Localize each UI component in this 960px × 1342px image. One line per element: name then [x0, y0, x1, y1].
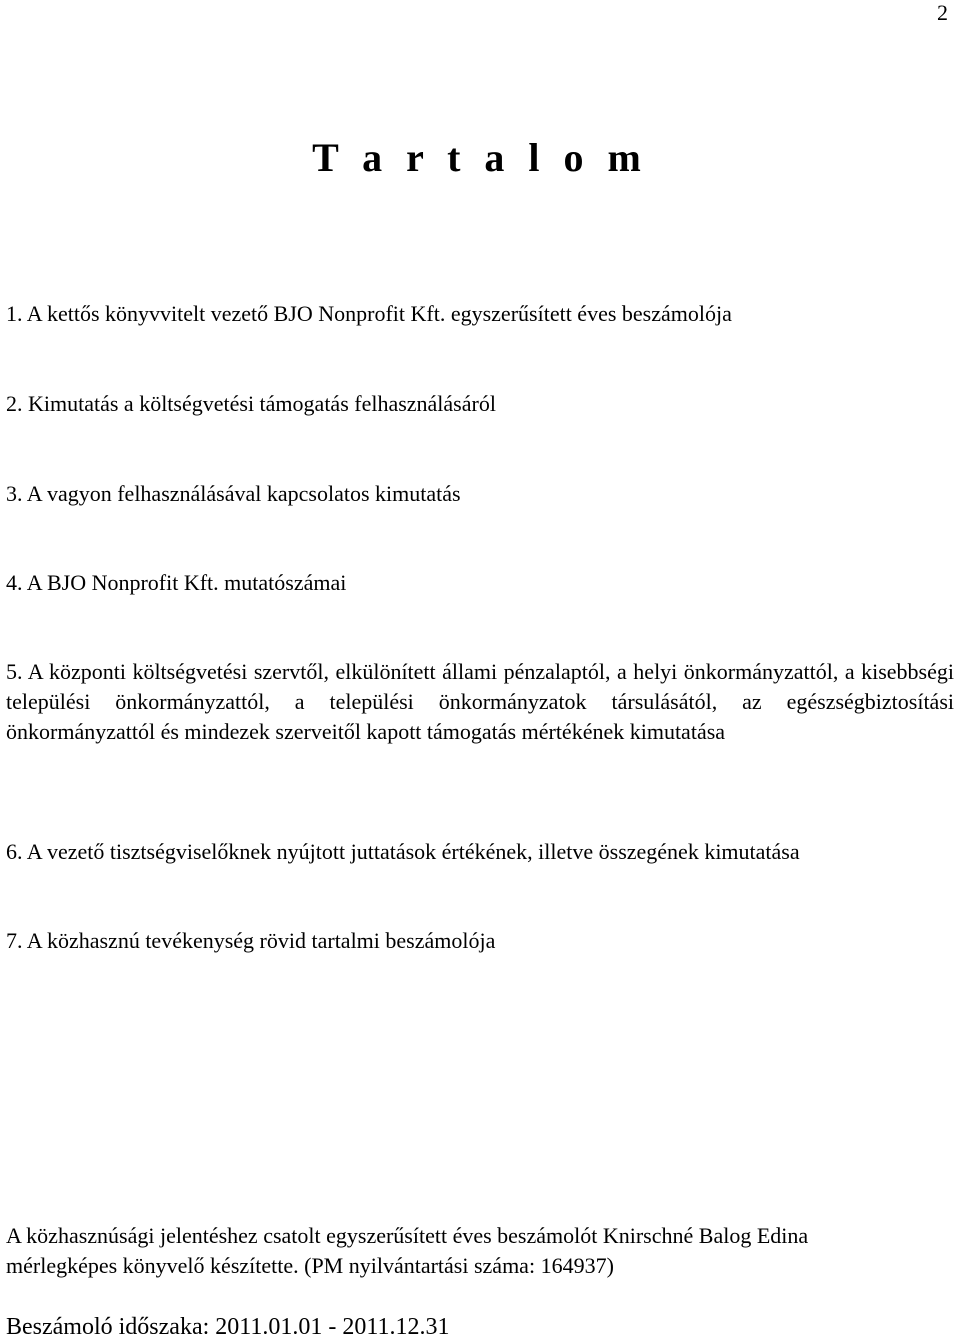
preparer-note: [6, 1221, 954, 1281]
toc-item-3: 3. A vagyon felhasználásával kapcsolatos kimutatás: [6, 481, 461, 506]
toc-item-4: 4. A BJO Nonprofit Kft. mutatószámai: [6, 570, 347, 595]
preparer-note-line-2: mérlegképes könyvelő készítette. (PM nyilvántartási száma: 164937): [6, 1253, 614, 1278]
page-number: 2: [937, 0, 948, 25]
toc-item-1: 1. A kettős könyvvitelt vezető BJO Nonprofit Kft. egyszerűsített éves beszámolója: [6, 301, 732, 326]
toc-item-7: 7. A közhasznú tevékenység rövid tartalmi beszámolója: [6, 928, 496, 953]
toc-item-5: 5. A központi költségvetési szervtől, elkülönített állami pénzalaptól, a helyi önkormányzattól, a kisebbségi települési önkormányzattól, a települési önkormányzatok társulásától, az egészségbiztosítási önkormányzattól és mindezek szerveitől kapott támogatás mértékének kimutatása: [6, 659, 954, 744]
preparer-note-line-1: A közhasznúsági jelentéshez csatolt egyszerűsített éves beszámolót Knirschné Balog Edina: [6, 1223, 809, 1248]
reporting-period: Beszámoló időszaka: 2011.01.01 - 2011.12.31: [6, 1314, 450, 1340]
page-title: T a r t a l o m: [312, 135, 648, 180]
toc-item-2: 2. Kimutatás a költségvetési támogatás felhasználásáról: [6, 391, 496, 416]
toc-item-6: 6. A vezető tisztségviselőknek nyújtott juttatások értékének, illetve összegének kimutatása: [6, 839, 800, 864]
